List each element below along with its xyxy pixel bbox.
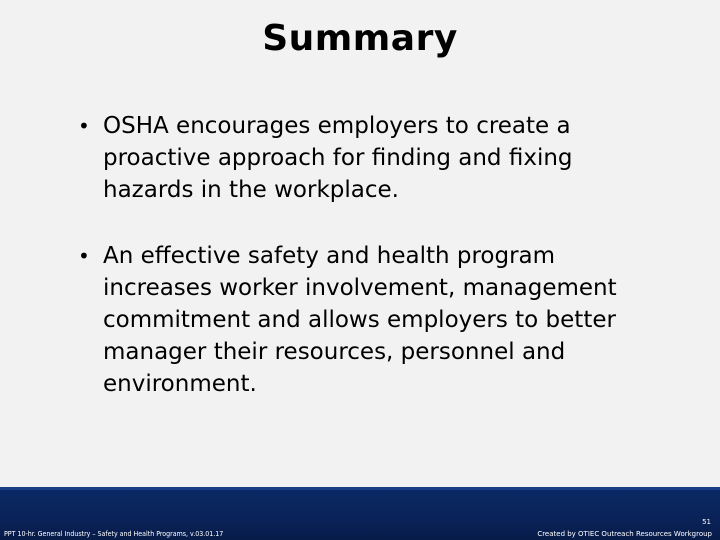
bullet-dot-icon: • <box>78 114 90 138</box>
bullet-dot-icon: • <box>78 244 90 268</box>
bullet-item <box>78 240 658 400</box>
bullet-list <box>78 110 658 434</box>
bullet-text: OSHA encourages employers to create a proactive approach for finding and fixing hazards in the workplace. <box>103 113 573 203</box>
bullet-item <box>78 110 658 206</box>
slide-title: Summary <box>262 18 458 59</box>
footer-credit: Created by OTIEC Outreach Resources Workgroup <box>537 530 712 538</box>
bullet-text: An effective safety and health program increases worker involvement, management commitment and allows employers to better manager their resources, personnel and environment. <box>103 243 617 397</box>
footer-course-label: PPT 10-hr. General Industry – Safety and Health Programs, v.03.01.17 <box>4 530 224 538</box>
page-number: 51 <box>702 518 711 526</box>
footer-divider <box>0 487 720 490</box>
